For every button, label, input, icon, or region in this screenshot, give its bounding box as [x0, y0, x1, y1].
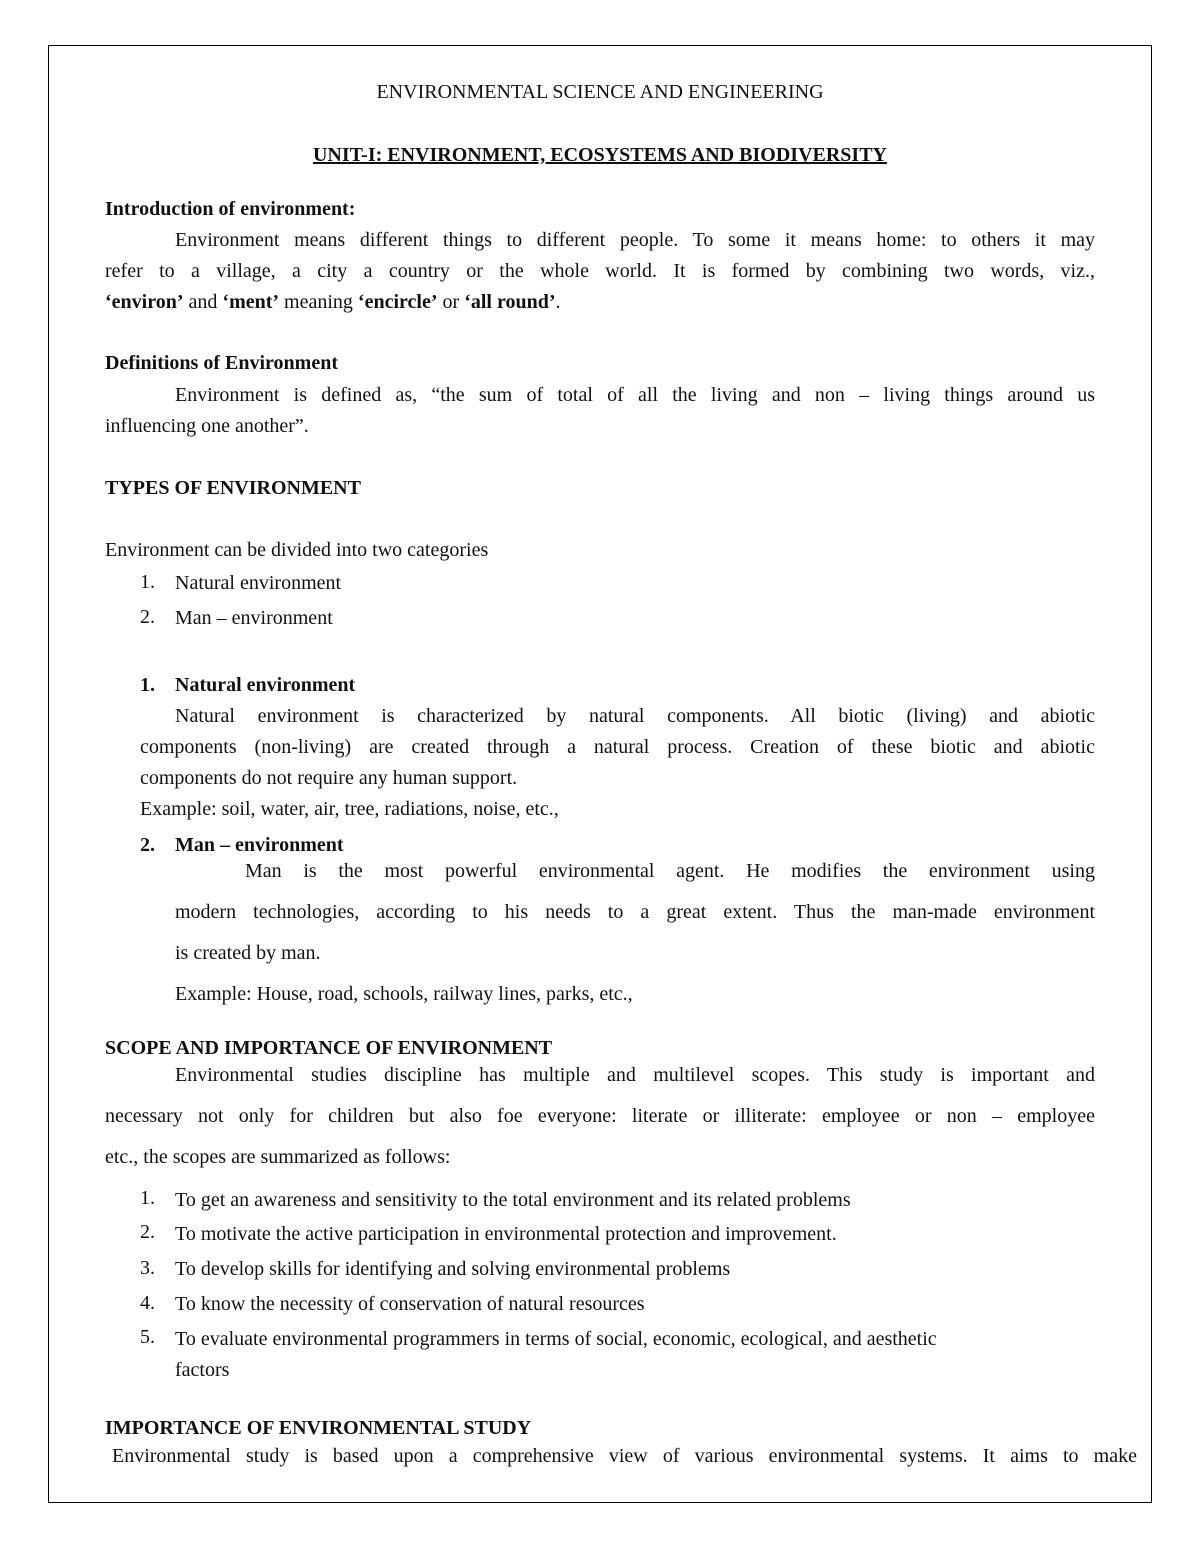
importance-line-1: Environmental study is based upon a comprehensive view of various environmental systems. It aims to make — [112, 1445, 1137, 1467]
scope-item-5-number: 5. — [140, 1326, 155, 1348]
man-example: Example: House, road, schools, railway lines, parks, etc., — [175, 983, 633, 1005]
scope-line-3: etc., the scopes are summarized as follows: — [105, 1146, 451, 1168]
document-title: ENVIRONMENTAL SCIENCE AND ENGINEERING — [376, 81, 824, 103]
natural-example: Example: soil, water, air, tree, radiations, noise, etc., — [140, 798, 559, 820]
term-environ: ‘environ’ — [105, 291, 184, 313]
scope-item-4-number: 4. — [140, 1292, 155, 1314]
importance-heading: IMPORTANCE OF ENVIRONMENTAL STUDY — [105, 1417, 532, 1439]
man-line-2: modern technologies, according to his needs to a great extent. Thus the man-made environment — [175, 901, 1095, 923]
intro-text-and: and — [183, 291, 223, 313]
definitions-line-2: influencing one another”. — [105, 415, 309, 437]
intro-text-meaning: meaning — [279, 291, 358, 313]
natural-line-2: components (non-living) are created through a natural process. Creation of these biotic and abiotic — [140, 736, 1095, 758]
types-lead: Environment can be divided into two categories — [105, 539, 489, 561]
scope-item-1: To get an awareness and sensitivity to the total environment and its related problems — [175, 1189, 851, 1211]
intro-line-3 — [105, 292, 561, 312]
scope-item-5-continued: factors — [175, 1359, 230, 1381]
scope-item-2-number: 2. — [140, 1221, 155, 1243]
scope-item-2: To motivate the active participation in environmental protection and improvement. — [175, 1223, 837, 1245]
natural-number: 1. — [140, 674, 155, 696]
scope-item-5: To evaluate environmental programmers in terms of social, economic, ecological, and aesthetic — [175, 1328, 937, 1350]
definitions-line-1: Environment is defined as, “the sum of total of all the living and non – living things around us — [175, 384, 1095, 406]
types-item-2-number: 2. — [140, 606, 155, 628]
unit-title: UNIT-I: ENVIRONMENT, ECOSYSTEMS AND BIODIVERSITY — [312, 144, 887, 166]
intro-line-2: refer to a village, a city a country or the whole world. It is formed by combining two words, viz., — [105, 260, 1095, 282]
natural-line-3: components do not require any human support. — [140, 767, 518, 789]
scope-line-2: necessary not only for children but also foe everyone: literate or illiterate: employee or non – employee — [105, 1105, 1095, 1127]
intro-line-1: Environment means different things to different people. To some it means home: to others it may — [175, 229, 1095, 251]
term-all-round: ‘all round’ — [464, 291, 556, 313]
natural-heading: Natural environment — [175, 674, 356, 696]
types-item-2: Man – environment — [175, 607, 333, 629]
intro-heading: Introduction of environment: — [105, 198, 356, 220]
man-line-3: is created by man. — [175, 942, 321, 964]
scope-item-3: To develop skills for identifying and solving environmental problems — [175, 1258, 731, 1280]
natural-line-1: Natural environment is characterized by natural components. All biotic (living) and abiotic — [175, 705, 1095, 727]
scope-line-1: Environmental studies discipline has multiple and multilevel scopes. This study is important and — [175, 1064, 1095, 1086]
scope-item-4: To know the necessity of conservation of natural resources — [175, 1293, 645, 1315]
types-item-1: Natural environment — [175, 572, 342, 594]
man-number: 2. — [140, 834, 155, 856]
scope-item-3-number: 3. — [140, 1257, 155, 1279]
term-ment: ‘ment’ — [222, 291, 280, 313]
intro-text-period: . — [555, 291, 561, 313]
man-heading: Man – environment — [175, 834, 344, 856]
man-line-1: Man is the most powerful environmental agent. He modifies the environment using — [245, 860, 1095, 882]
intro-text-or: or — [437, 291, 465, 313]
scope-item-1-number: 1. — [140, 1187, 155, 1209]
types-item-1-number: 1. — [140, 571, 155, 593]
term-encircle: ‘encircle’ — [357, 291, 438, 313]
definitions-heading: Definitions of Environment — [105, 352, 338, 374]
types-heading: TYPES OF ENVIRONMENT — [105, 477, 361, 499]
scope-heading: SCOPE AND IMPORTANCE OF ENVIRONMENT — [105, 1037, 553, 1059]
